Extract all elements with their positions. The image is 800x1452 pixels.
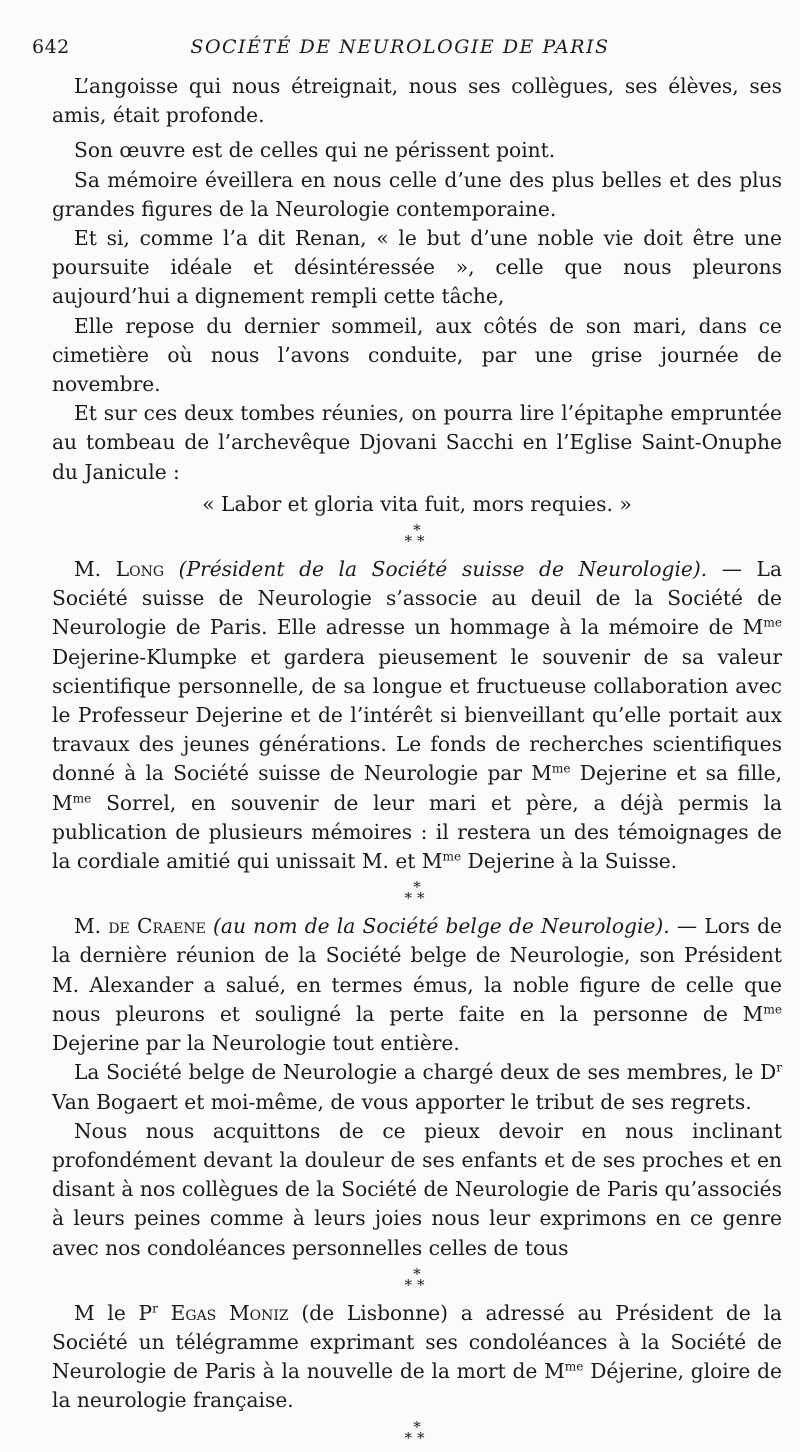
section-separator	[52, 519, 782, 555]
page-header	[0, 36, 800, 66]
speaker-title: (au nom de la Société belge de Neurologie).	[213, 914, 670, 939]
paragraph: Et si, comme l’a dit Renan, « le but d’une noble vie doit être une poursuite idéale et désintéressée », celle que nous pleurons aujourd’hui a dignement rempli cette tâche,	[52, 226, 782, 309]
separator-stars-pair: **	[404, 1428, 430, 1447]
long-statement: M. Long (Président de la Société suisse de Neurologie). — La Société suisse de Neurologie s’associe au deuil de la Société de Neurologie de Paris. Elle adresse un hommage à la mémoire de $M^{me}$ Dejerine-Klumpke et gardera pieusement le souvenir de sa valeur scientifique personnelle, de sa longue et fructueuse collaboration avec le Professeur Dejerine et de l’intérêt si bienveillant qu’elle portait aux travaux des jeunes générations. Le fonds de recherches scientifiques donné à la Société suisse de Neurologie par $M^{me}$ Dejerine et sa fille, $M^{me}$ Sorrel, en souvenir de leur mari et père, a déjà permis la publication de plusieurs mémoires : il restera un des témoignages de la cordiale amitié qui unissait M. et $M^{me}$ Dejerine à la Suisse.	[52, 557, 782, 874]
separator-stars-pair: **	[404, 889, 430, 908]
speaker-name: Long	[115, 557, 165, 582]
page-body	[52, 72, 782, 1452]
running-title: SOCIÉTÉ DE NEUROLOGIE DE PARIS	[190, 36, 610, 58]
speaker-name: Egas Moniz	[170, 1300, 289, 1325]
paragraph: La Société belge de Neurologie a chargé deux de ses membres, le $D^r$ Van Bogaert et moi-même, de vous apporter le tribut de ses regrets.	[52, 1060, 782, 1114]
separator-star: *	[413, 878, 421, 897]
separator-star: *	[413, 1264, 421, 1283]
section-separator	[52, 1416, 782, 1452]
paragraph: Son œuvre est de celles qui ne périssent point.	[74, 138, 556, 163]
paragraph: L’angoisse qui nous étreignait, nous ses collègues, ses élèves, ses amis, était profonde.	[52, 74, 782, 128]
craene-statement: M. de Craene (au nom de la Société belge de Neurologie). — Lors de la dernière réunion de la Société belge de Neurologie, son Président M. Alexander a salué, en termes émus, la noble figure de celle que nous pleurons et souligné la perte faite en la personne de $M^{me}$ Dejerine par la Neurologie tout entière.	[52, 914, 782, 1056]
speaker-name: de Craene	[108, 914, 206, 939]
section-separator	[52, 1263, 782, 1299]
separator-stars-pair: **	[404, 532, 430, 551]
separator-star: *	[413, 1417, 421, 1436]
moniz-statement: M le $P^r$ Egas Moniz (de Lisbonne) a adressé au Président de la Société un télégramme exprimant ses condoléances à la Société de Neurologie de Paris à la nouvelle de la mort de $M^{me}$ Déjerine, gloire de la neurologie française.	[52, 1300, 783, 1413]
section-separator	[52, 876, 782, 912]
paragraph: Sa mémoire éveillera en nous celle d’une des plus belles et des plus grandes figures de la Neurologie contemporaine.	[52, 167, 782, 221]
paragraph: Et sur ces deux tombes réunies, on pourra lire l’épitaphe empruntée au tombeau de l’archevêque Djovani Sacchi en l’Eglise Saint-Onuphe du Janicule :	[52, 401, 782, 484]
speaker-title: (Président de la Société suisse de Neurologie).	[178, 557, 708, 582]
separator-star: *	[413, 521, 421, 540]
page-number: 642	[32, 36, 70, 58]
paragraph: Nous nous acquittons de ce pieux devoir en nous inclinant profondément devant la douleur de ses enfants et de ses proches et en disant à nos collègues de la Société de Neurologie de Paris qu’associés à leurs peines comme à leurs joies nous leur exprimons en ce genre avec nos condoléances personnelles celles de tous	[52, 1118, 782, 1260]
paragraph: Elle repose du dernier sommeil, aux côtés de son mari, dans ce cimetière où nous l’avons conduite, par une grise journée de novembre.	[52, 313, 782, 397]
epitaph-quote: « Labor et gloria vita fuit, mors requies. »	[202, 491, 632, 516]
separator-stars-pair: **	[404, 1275, 430, 1294]
